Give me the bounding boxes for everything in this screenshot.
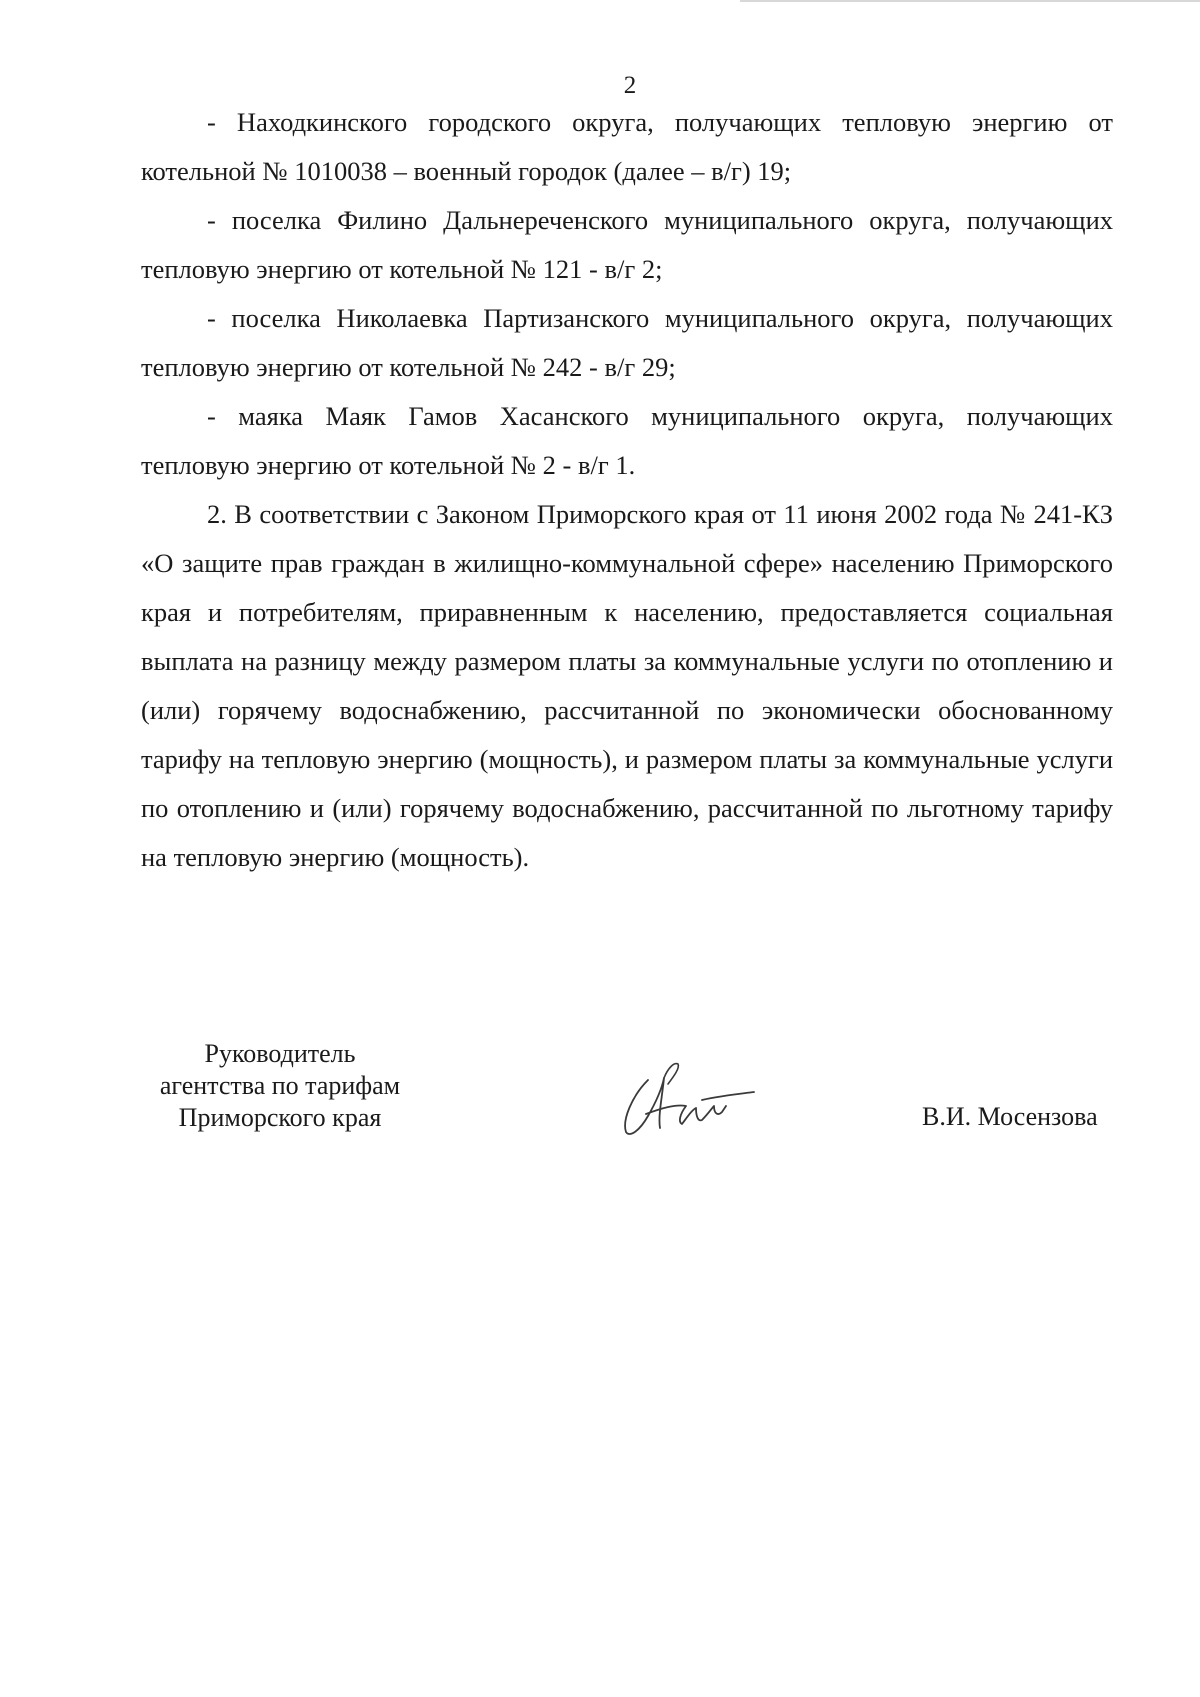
signer-position (130, 1038, 430, 1134)
paragraph-gamov-lighthouse: - маяка Маяк Гамов Хасанского муниципального округа, получающих тепловую энергию от котельной № 2 - в/г 1. (141, 401, 1113, 480)
paragraph-nakhodka: - Находкинского городского округа, получающих тепловую энергию от котельной № 1010038 – военный городок (далее – в/г) 19; (141, 107, 1113, 186)
paragraph-social-payment: 2. В соответствии с Законом Приморского края от 11 июня 2002 года № 241-КЗ «О защите прав граждан в жилищно-коммунальной сфере» населению Приморского края и потребителям, приравненным к населению, предоставляется социальная выплата на разницу между размером платы за коммунальные услуги по отоплению и (или) горячему водоснабжению, рассчитанной по экономически обоснованному тарифу на тепловую энергию (мощность), и размером платы за коммунальные услуги по отоплению и (или) горячему водоснабжению, рассчитанной по льготному тарифу на тепловую энергию (мощность). (141, 499, 1113, 872)
page-number: 2 (623, 72, 637, 99)
handwritten-signature (618, 1058, 758, 1140)
document-body (141, 98, 1113, 882)
signer-name: В.И. Мосензова (922, 1102, 1098, 1131)
paragraph-nikolaevka: - поселка Николаевка Партизанского муниципального округа, получающих тепловую энергию от котельной № 242 - в/г 29; (141, 303, 1113, 382)
scan-edge-line (740, 0, 1200, 2)
signer-position-line: агентства по тарифам (159, 1071, 401, 1100)
signer-position-line: Руководитель (204, 1039, 356, 1068)
signer-position-line: Приморского края (178, 1103, 382, 1132)
paragraph-filino: - поселка Филино Дальнереченского муниципального округа, получающих тепловую энергию от котельной № 121 - в/г 2; (141, 205, 1113, 284)
